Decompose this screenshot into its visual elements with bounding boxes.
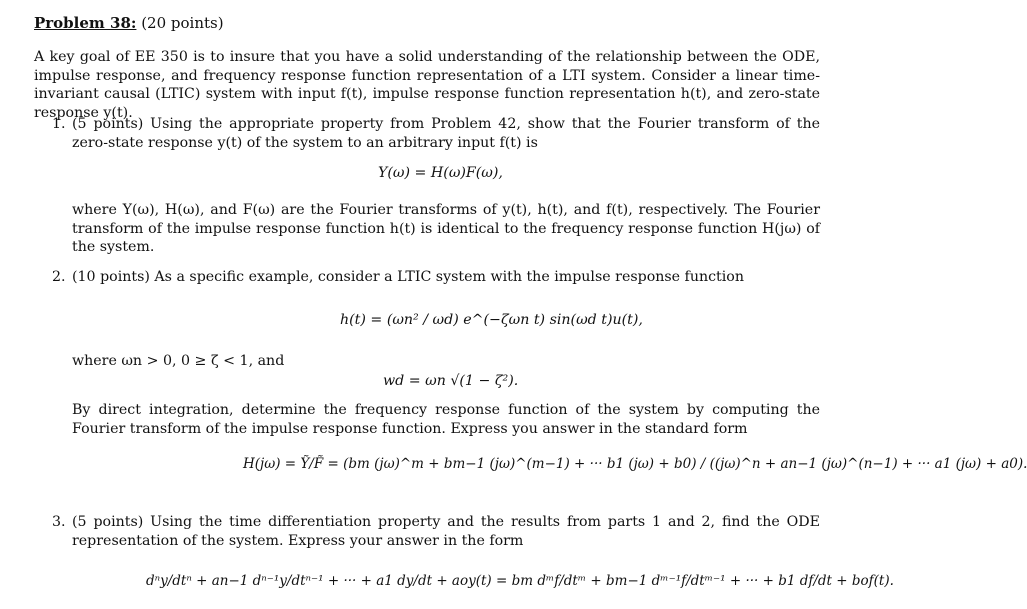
part-2-where-text: where ωn > 0, 0 ≥ ζ < 1, and: [72, 353, 285, 369]
part-2-equation-2: wd = ωn √(1 − ζ²).: [383, 373, 519, 389]
problem-title: Problem 38:: [34, 14, 137, 32]
problem-points: (20 points): [141, 14, 224, 32]
intro-paragraph: A key goal of EE 350 is to insure that you have a solid understanding of the relationship between the ODE, impulse response, and frequency response function representation of a LTI system. Consider a linear time-invariant causal (LTIC) system with input f(t), impulse response function representation h(t), and zero-state response y(t).: [34, 49, 820, 121]
part-2-equation-3: H(jω) = Ỹ/F̃ = (bm (jω)^m + bm−1 (jω)^(m−1) + ··· b1 (jω) + b0) / ((jω)^n + an−1 (jω)^(n−1) + ··· a1 (jω) + a0).: [243, 456, 1027, 472]
part-2-number: 2.: [52, 269, 66, 285]
part-1-text: (5 points) Using the appropriate property from Problem 42, show that the Fourier transform of the zero-state response y(t) of the system to an arbitrary input f(t) is: [72, 116, 820, 151]
part-1-after: [52, 201, 820, 257]
part-2-after: [52, 401, 820, 438]
part-3: [52, 513, 820, 550]
part-2-where: [52, 352, 820, 371]
part-1-equation: Y(ω) = H(ω)F(ω),: [378, 165, 503, 181]
part-3-text: (5 points) Using the time differentiation property and the results from parts 1 and 2, find the ODE representation of the system. Express your answer in the form: [72, 514, 820, 549]
problem-heading: [34, 14, 224, 32]
part-1-after-text: where Y(ω), H(ω), and F(ω) are the Fourier transforms of y(t), h(t), and f(t), respectively. The Fourier transform of the impulse response function h(t) is identical to the frequency response function H(jω) of the system.: [72, 202, 820, 255]
part-2-after-text: By direct integration, determine the frequency response function of the system by computing the Fourier transform of the impulse response function. Express you answer in the standard form: [72, 402, 820, 437]
part-2-equation: h(t) = (ωn² / ωd) e^(−ζωn t) sin(ωd t)u(t),: [340, 312, 643, 328]
part-3-number: 3.: [52, 514, 66, 530]
part-1-number: 1.: [52, 116, 66, 132]
part-1: [52, 115, 820, 152]
part-2-text: (10 points) As a specific example, consider a LTIC system with the impulse response function: [72, 269, 744, 285]
part-3-equation: dⁿy/dtⁿ + an−1 dⁿ⁻¹y/dtⁿ⁻¹ + ··· + a1 dy/dt + aoy(t) = bm dᵐf/dtᵐ + bm−1 dᵐ⁻¹f/dtᵐ⁻¹ + ··· + b1 df/dt + bof(t).: [146, 573, 894, 589]
part-2: [52, 268, 820, 287]
